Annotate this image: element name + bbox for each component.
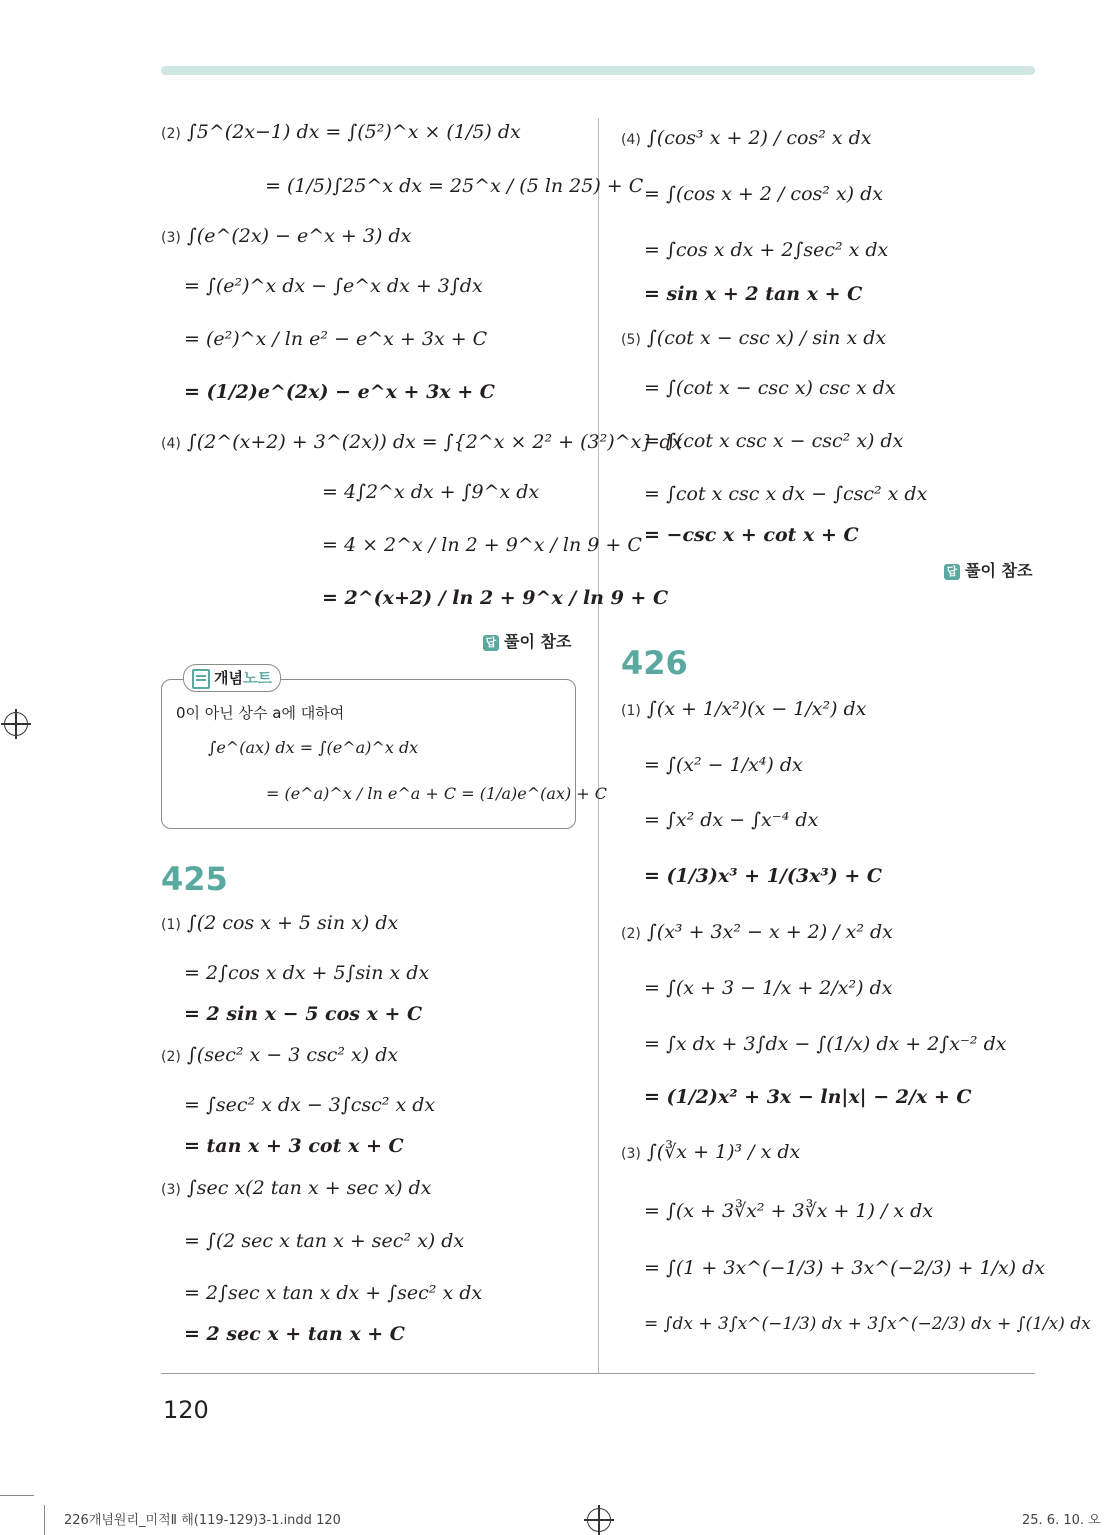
answer-reference: 답 풀이 참조 bbox=[483, 629, 571, 652]
math-line-result: = (1/2)e^(2x) − e^x + 3x + C bbox=[184, 381, 495, 403]
math-line: = 4 × 2^x / ln 2 + 9^x / ln 9 + C bbox=[322, 534, 642, 556]
math-line: (3) ∫sec x(2 tan x + sec x) dx bbox=[161, 1177, 432, 1199]
math-line-result: = −csc x + cot x + C bbox=[644, 524, 859, 546]
math-line-result: = 2 sin x − 5 cos x + C bbox=[184, 1003, 423, 1025]
math-line: = 4∫2^x dx + ∫9^x dx bbox=[322, 481, 540, 503]
math-line: = ∫(cot x − csc x) csc x dx bbox=[644, 377, 896, 399]
math-line: (5) ∫(cot x − csc x) / sin x dx bbox=[621, 327, 887, 349]
math-line: (1) ∫(x + 1/x²)(x − 1/x²) dx bbox=[621, 698, 867, 720]
math-line-result: = (1/2)x² + 3x − ln|x| − 2/x + C bbox=[644, 1086, 972, 1108]
math-line: = ∫x² dx − ∫x⁻⁴ dx bbox=[644, 809, 819, 831]
math-line-result: = 2 sec x + tan x + C bbox=[184, 1323, 405, 1345]
section-number: 426 bbox=[621, 644, 688, 682]
footer-filename: 226개념원리_미적Ⅱ 해(119-129)3-1.indd 120 bbox=[64, 1513, 341, 1528]
answer-icon: 답 bbox=[944, 564, 960, 580]
math-line-result: = (1/3)x³ + 1/(3x³) + C bbox=[644, 865, 882, 887]
concept-note-text: 0이 아닌 상수 a에 대하여 bbox=[176, 704, 345, 722]
column-divider bbox=[598, 118, 599, 1373]
math-line: (1) ∫(2 cos x + 5 sin x) dx bbox=[161, 912, 399, 934]
math-line: = ∫(cot x csc x − csc² x) dx bbox=[644, 430, 904, 452]
math-line: = 2∫sec x tan x dx + ∫sec² x dx bbox=[184, 1282, 483, 1304]
math-line: (2) ∫(sec² x − 3 csc² x) dx bbox=[161, 1044, 399, 1066]
concept-note-formula: ∫e^(ax) dx = ∫(e^a)^x dx bbox=[208, 738, 419, 757]
header-bar bbox=[161, 66, 1035, 75]
math-line: = ∫(e²)^x dx − ∫e^x dx + 3∫dx bbox=[184, 275, 483, 297]
math-line: = ∫x dx + 3∫dx − ∫(1/x) dx + 2∫x⁻² dx bbox=[644, 1033, 1007, 1055]
footer-date: 25. 6. 10. 오 bbox=[1022, 1513, 1101, 1528]
math-line: = ∫(x + 3 − 1/x + 2/x²) dx bbox=[644, 977, 893, 999]
math-line: = ∫(x + 3∛x² + 3∛x + 1) / x dx bbox=[644, 1200, 934, 1222]
concept-note-formula: = (e^a)^x / ln e^a + C = (1/a)e^(ax) + C bbox=[266, 784, 608, 803]
math-line-result: = sin x + 2 tan x + C bbox=[644, 283, 863, 305]
math-line-result: = 2^(x+2) / ln 2 + 9^x / ln 9 + C bbox=[322, 587, 669, 609]
math-line: (4) ∫(cos³ x + 2) / cos² x dx bbox=[621, 127, 872, 149]
notepad-icon bbox=[192, 669, 210, 689]
math-line: (3) ∫(e^(2x) − e^x + 3) dx bbox=[161, 225, 412, 247]
math-line: = ∫(1 + 3x^(−1/3) + 3x^(−2/3) + 1/x) dx bbox=[644, 1257, 1045, 1279]
section-number: 425 bbox=[161, 860, 228, 898]
math-line: (2) ∫5^(2x−1) dx = ∫(5²)^x × (1/5) dx bbox=[161, 121, 521, 143]
math-line: = ∫(cos x + 2 / cos² x) dx bbox=[644, 183, 883, 205]
math-line: (4) ∫(2^(x+2) + 3^(2x)) dx = ∫{2^x × 2² + (3²)^x} dx bbox=[161, 431, 683, 453]
math-line: = ∫cot x csc x dx − ∫csc² x dx bbox=[644, 483, 928, 505]
math-line: = ∫cos x dx + 2∫sec² x dx bbox=[644, 239, 889, 261]
registration-mark-icon bbox=[4, 712, 28, 736]
math-line: (3) ∫(∛x + 1)³ / x dx bbox=[621, 1141, 801, 1163]
math-line: (2) ∫(x³ + 3x² − x + 2) / x² dx bbox=[621, 921, 893, 943]
math-line: = ∫(x² − 1/x⁴) dx bbox=[644, 754, 803, 776]
math-line: = ∫(2 sec x tan x + sec² x) dx bbox=[184, 1230, 465, 1252]
crop-mark bbox=[44, 1505, 45, 1535]
crop-mark bbox=[0, 1495, 34, 1496]
bottom-rule bbox=[161, 1373, 1035, 1374]
concept-note-title: 개념노트 bbox=[183, 664, 281, 692]
math-line: = ∫sec² x dx − 3∫csc² x dx bbox=[184, 1094, 436, 1116]
math-line: = (e²)^x / ln e² − e^x + 3x + C bbox=[184, 328, 488, 350]
page-number: 120 bbox=[163, 1396, 209, 1424]
math-line-result: = tan x + 3 cot x + C bbox=[184, 1135, 404, 1157]
registration-mark-icon bbox=[587, 1508, 611, 1532]
answer-reference: 답 풀이 참조 bbox=[944, 558, 1032, 581]
math-line: = ∫dx + 3∫x^(−1/3) dx + 3∫x^(−2/3) dx + ∫(1/x) dx bbox=[644, 1314, 1091, 1334]
answer-icon: 답 bbox=[483, 635, 499, 651]
math-line: = (1/5)∫25^x dx = 25^x / (5 ln 25) + C bbox=[265, 175, 644, 197]
math-line: = 2∫cos x dx + 5∫sin x dx bbox=[184, 962, 430, 984]
